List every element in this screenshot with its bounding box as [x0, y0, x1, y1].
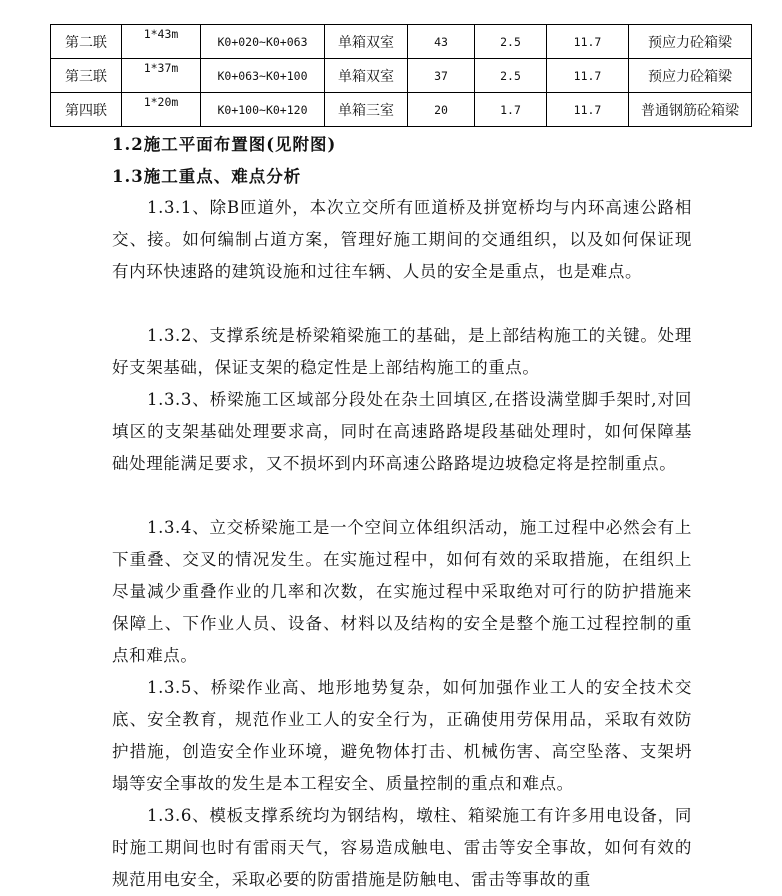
table-cell: K0+063~K0+100	[201, 59, 325, 93]
paragraph-1-3-6: 1.3.6、模板支撑系统均为钢结构，墩柱、箱梁施工有许多用电设备，同时施工期间也时有雷雨天气，容易造成触电、雷击等安全事故，如何有效的规范用电安全，采取必要的防雷措施是防触电、雷击等事故的重	[112, 806, 692, 889]
table-cell: K0+100~K0+120	[201, 93, 325, 127]
table-row	[51, 25, 752, 59]
table-cell: K0+020~K0+063	[201, 25, 325, 59]
table-row	[51, 59, 752, 93]
table-cell: 单箱双室	[325, 25, 408, 59]
table-cell: 2.5	[475, 59, 547, 93]
section-heading-1-2: 1.2施工平面布置图(见附图)	[112, 135, 337, 154]
paragraph-1-3-5: 1.3.5、桥梁作业高、地形地势复杂，如何加强作业工人的安全技术交底、安全教育，规范作业工人的安全行为，正确使用劳保用品，采取有效防护措施，创造安全作业环境，避免物体打击、机械伤害、高空坠落、支架坍塌等安全事故的发生是本工程安全、质量控制的重点和难点。	[112, 678, 692, 793]
table-cell: 20	[408, 93, 475, 127]
table-cell: 37	[408, 59, 475, 93]
table-cell: 普通钢筋砼箱梁	[629, 93, 752, 127]
table-row	[51, 93, 752, 127]
table-cell: 43	[408, 25, 475, 59]
section-heading-1-3: 1.3施工重点、难点分析	[112, 167, 302, 186]
table-cell: 2.5	[475, 25, 547, 59]
table-cell: 第三联	[51, 59, 122, 93]
table-cell: 1*20m	[122, 93, 201, 127]
table-cell: 11.7	[547, 59, 629, 93]
table-cell: 1.7	[475, 93, 547, 127]
table-cell: 第四联	[51, 93, 122, 127]
table-cell: 单箱双室	[325, 59, 408, 93]
table-cell: 第二联	[51, 25, 122, 59]
table-cell: 预应力砼箱梁	[629, 59, 752, 93]
paragraph-1-3-4: 1.3.4、立交桥梁施工是一个空间立体组织活动，施工过程中必然会有上下重叠、交叉的情况发生。在实施过程中，如何有效的采取措施，在组织上尽量减少重叠作业的几率和次数，在实施过程中采取绝对可行的防护措施来保障上、下作业人员、设备、材料以及结构的安全是整个施工过程控制的重点和难点。	[112, 518, 692, 665]
table-cell: 1*37m	[122, 59, 201, 93]
table-cell: 11.7	[547, 25, 629, 59]
paragraph-1-3-3: 1.3.3、桥梁施工区域部分段处在杂土回填区,在搭设满堂脚手架时,对回填区的支架基础处理要求高，同时在高速路路堤段基础处理时，如何保障基础处理能满足要求，又不损坏到内环高速公路路堤边坡稳定将是控制重点。	[112, 390, 692, 473]
bridge-spec-table	[50, 24, 752, 127]
table-cell: 11.7	[547, 93, 629, 127]
paragraph-1-3-2: 1.3.2、支撑系统是桥梁箱梁施工的基础，是上部结构施工的关键。处理好支架基础，保证支架的稳定性是上部结构施工的重点。	[112, 326, 692, 377]
table-cell: 1*43m	[122, 25, 201, 59]
paragraph-1-3-1: 1.3.1、除B匝道外，本次立交所有匝道桥及拼宽桥均与内环高速公路相交、接。如何编制占道方案，管理好施工期间的交通组织，以及如何保证现有内环快速路的建筑设施和过往车辆、人员的安全是重点，也是难点。	[112, 198, 692, 281]
table-cell: 预应力砼箱梁	[629, 25, 752, 59]
table-cell: 单箱三室	[325, 93, 408, 127]
